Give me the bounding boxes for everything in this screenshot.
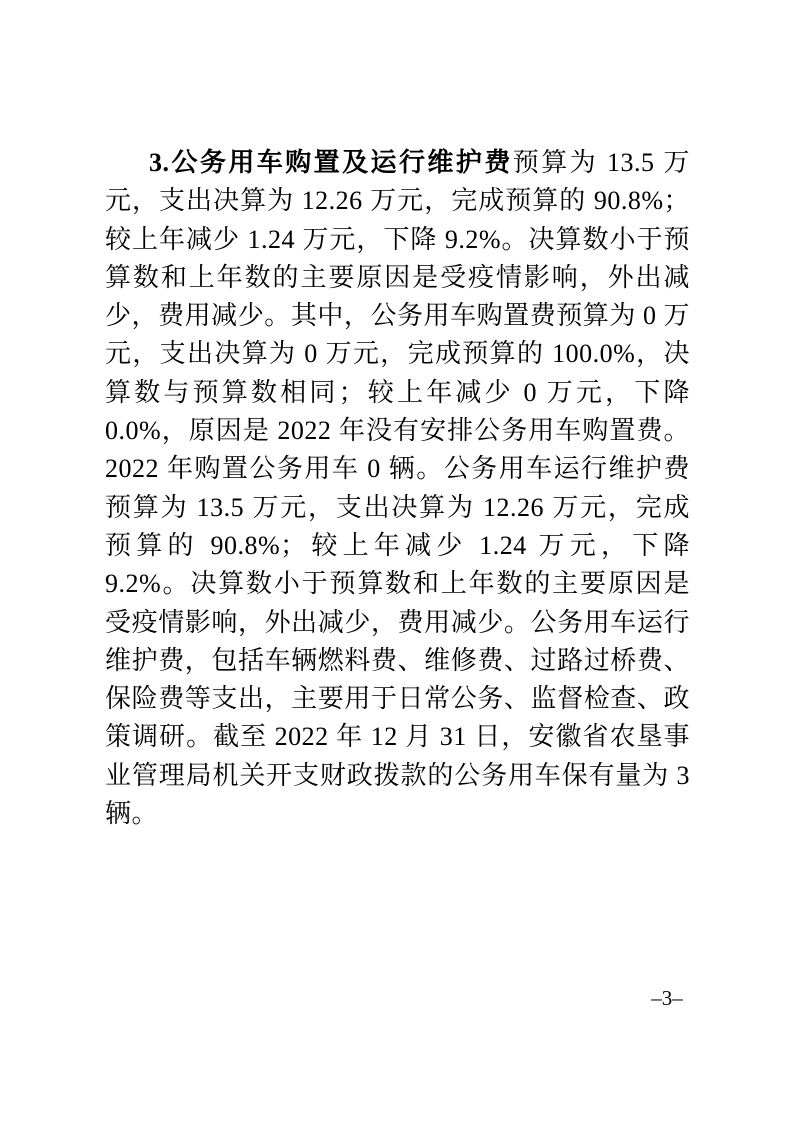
paragraph-lead-heading: 3.公务用车购置及运行维护费	[149, 148, 513, 177]
content-area	[105, 144, 690, 833]
page-footer	[0, 986, 794, 1010]
paragraph-body-text: 预算为 13.5 万元，支出决算为 12.26 万元，完成预算的 90.8%；较上年减少 1.24 万元，下降 9.2%。决算数小于预算数和上年数的主要原因是受疫情影响，外出减少，费用减少。其中，公务用车购置费预算为 0 万元，支出决算为 0 万元，完成预算的 100.0%，决算数与预算数相同；较上年减少 0 万元，下降 0.0%，原因是 2022 年没有安排公务用车购置费。2022 年购置公务用车 0 辆。公务用车运行维护费预算为 13.5 万元，支出决算为 12.26 万元，完成预算的 90.8%；较上年减少 1.24 万元，下降 9.2%。决算数小于预算数和上年数的主要原因是受疫情影响，外出减少，费用减少。公务用车运行维护费，包括车辆燃料费、维修费、过路过桥费、保险费等支出，主要用于日常公务、监督检查、政策调研。截至 2022 年 12 月 31 日，安徽省农垦事业管理局机关开支财政拨款的公务用车保有量为 3 辆。	[105, 148, 690, 829]
vehicle-expense-paragraph	[105, 144, 690, 833]
page-number: –3–	[651, 986, 683, 1010]
